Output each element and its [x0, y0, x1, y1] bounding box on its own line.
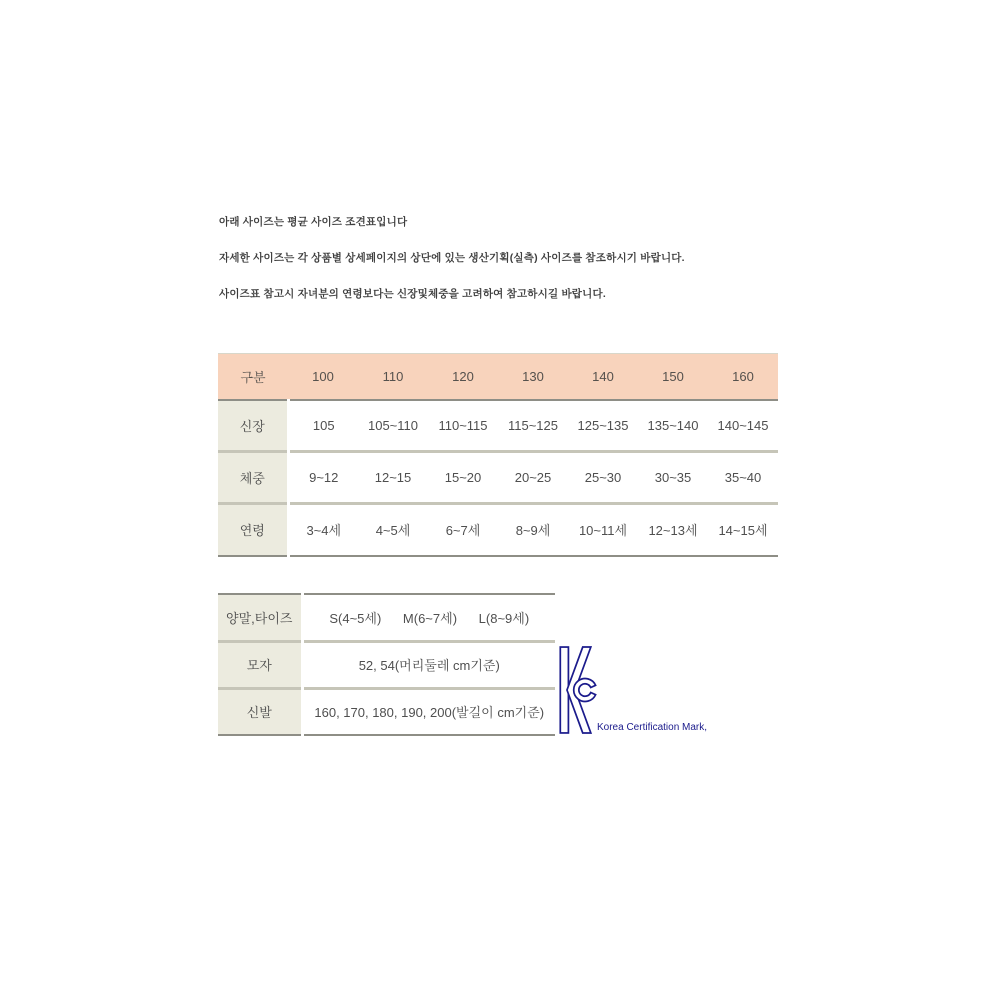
sock-size-s: S(4~5세)	[329, 610, 382, 626]
table-cell: 10~11세	[568, 504, 638, 556]
row-label: 체중	[218, 452, 288, 504]
intro-line-2: 자세한 사이즈는 각 상품별 상세페이지의 상단에 있는 생산기획(실측) 사이즈를 참조하시기 바랍니다.	[219, 252, 685, 264]
table-cell: 140~145	[717, 417, 769, 433]
row-label: 모자	[218, 641, 302, 688]
table-row-socks-tights	[218, 594, 555, 641]
intro-notes	[219, 204, 685, 312]
table-cell: 8~9세	[498, 504, 568, 556]
size-table-header-cell: 100	[288, 354, 358, 400]
table-cell: 52, 54(머리둘레 cm기준)	[302, 641, 555, 688]
table-cell	[302, 594, 555, 641]
table-cell: 125~135	[577, 417, 629, 433]
size-table-header-cell: 150	[638, 354, 708, 400]
size-table-header-cell: 160	[708, 354, 778, 400]
table-cell: 135~140	[647, 417, 699, 433]
table-cell: 110~115	[438, 417, 488, 433]
table-cell: 12~15	[358, 452, 428, 504]
row-label: 신장	[218, 400, 288, 452]
size-table-header-cell: 110	[358, 354, 428, 400]
table-cell: 35~40	[708, 452, 778, 504]
table-cell: 30~35	[638, 452, 708, 504]
table-row-age	[218, 504, 778, 556]
size-table-header-cell: 140	[568, 354, 638, 400]
kc-logo-icon	[556, 643, 598, 737]
sock-size-l: L(8~9세)	[478, 610, 530, 626]
table-cell: 3~4세	[288, 504, 358, 556]
accessory-size-table	[218, 593, 555, 736]
size-table-header-cell: 120	[428, 354, 498, 400]
table-cell: 15~20	[428, 452, 498, 504]
table-cell: 115~125	[507, 417, 558, 433]
table-cell: 4~5세	[358, 504, 428, 556]
table-row-height	[218, 400, 778, 452]
table-row-weight	[218, 452, 778, 504]
table-cell: 9~12	[288, 452, 358, 504]
size-table-header-row	[218, 354, 778, 400]
row-label: 신발	[218, 688, 302, 735]
table-cell: 14~15세	[708, 504, 778, 556]
size-chart-table	[218, 353, 778, 557]
sock-size-m: M(6~7세)	[402, 610, 458, 626]
table-cell: 105~110	[367, 417, 418, 433]
kc-certification-mark	[556, 643, 746, 743]
table-cell: 12~13세	[638, 504, 708, 556]
table-row-hat	[218, 641, 555, 688]
row-label: 양말,타이즈	[218, 594, 302, 641]
table-cell: 6~7세	[428, 504, 498, 556]
size-table-header-cell: 구분	[218, 354, 288, 400]
table-cell: 25~30	[568, 452, 638, 504]
size-table-header-cell: 130	[498, 354, 568, 400]
row-label: 연령	[218, 504, 288, 556]
table-cell: 105	[312, 417, 335, 433]
table-cell: 160, 170, 180, 190, 200(발길이 cm기준)	[302, 688, 555, 735]
intro-line-1: 아래 사이즈는 평균 사이즈 조견표입니다	[219, 216, 408, 228]
table-cell: 20~25	[498, 452, 568, 504]
intro-line-3: 사이즈표 참고시 자녀분의 연령보다는 신장및체중을 고려하여 참고하시길 바랍니다.	[219, 288, 606, 300]
kc-mark-label: Korea Certification Mark,	[597, 722, 708, 733]
table-row-shoes	[218, 688, 555, 735]
